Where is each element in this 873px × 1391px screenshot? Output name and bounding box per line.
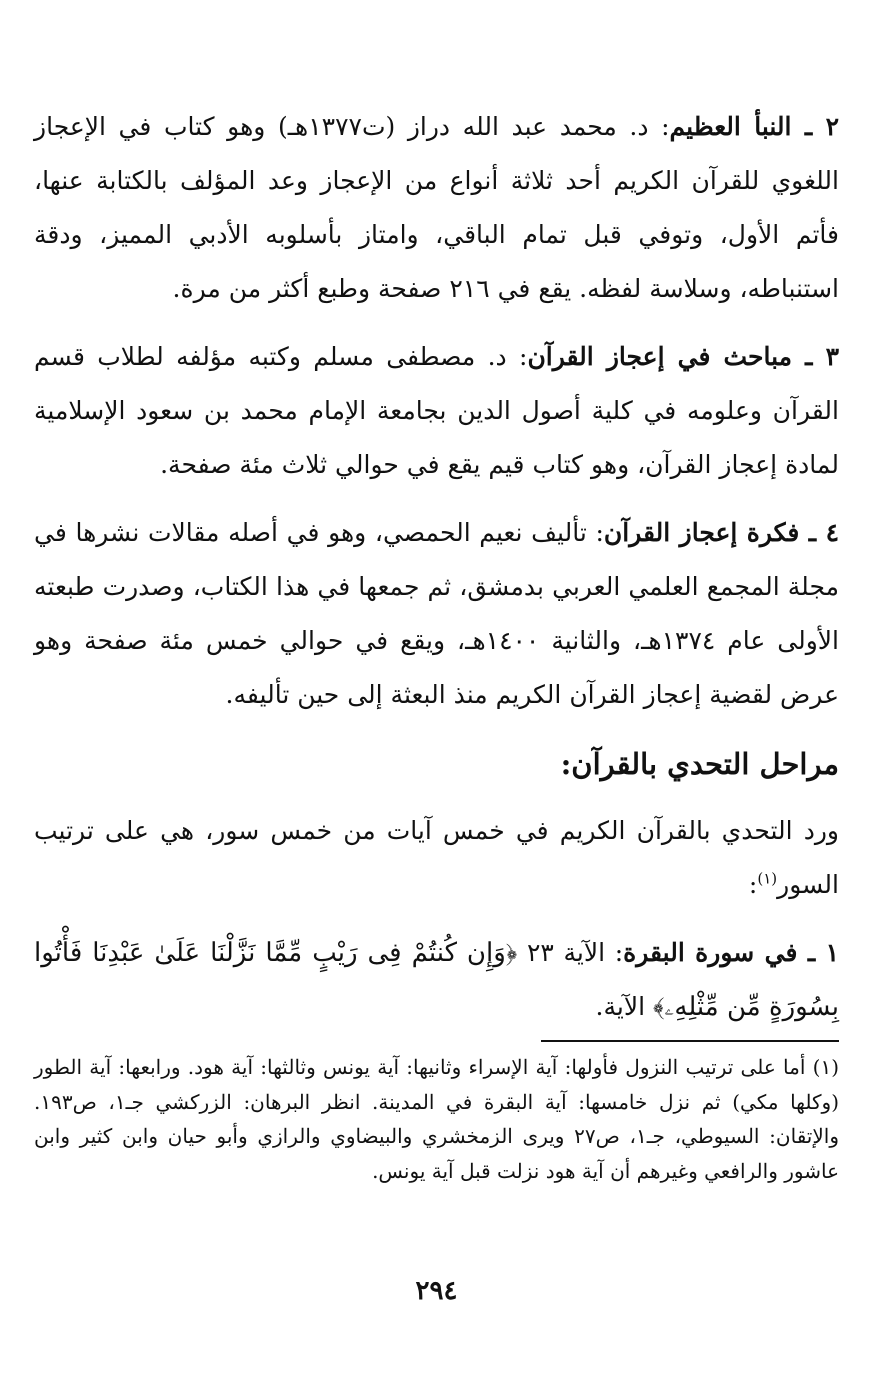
footnote [34, 1050, 839, 1188]
intro-end: : [748, 870, 758, 899]
footnote-text: (١) أما على ترتيب النزول فأولها: آية الإسراء وثانيها: آية يونس وثالثها: آية هود. ورابعها: آية الطور (وكلها مكي) ثم نزل خامسها: آية البقرة في المدينة. انظر البرهان: الزركشي جـ١، ص١٩٣. والإتقان: السيوطي، جـ١، ص٢٧ ويرى الزمخشري والبيضاوي والرازي وأبو حيان وابن كثير وابن عاشور والرافعي وغيرهم أن آية هود نزلت قبل آية يونس. [34, 1055, 839, 1183]
list-item-mabahith [34, 330, 839, 492]
item-body: : تأليف نعيم الحمصي، وهو في أصله مقالات نشرها في مجلة المجمع العلمي العربي بدمشق، ثم جمعها في هذا الكتاب، وصدرت طبعته الأولى عام ١٣٧٤هـ، والثانية ١٤٠٠هـ، ويقع في حوالي خمس مئة صفحة وهو عرض لقضية إعجاز القرآن الكريم منذ البعثة إلى حين تأليفه. [34, 518, 840, 709]
intro-paragraph [34, 804, 839, 912]
item-title: ٣ ـ مباحث في إعجاز القرآن [527, 342, 839, 371]
list-item-naba-azim [34, 100, 839, 316]
item-title: ٢ ـ النبأ العظيم [669, 112, 839, 141]
stage-mid: : الآية ٢٣ [526, 938, 624, 967]
footnote-ref[interactable]: (١) [757, 869, 778, 888]
stage-title: ١ ـ في سورة البقرة [623, 938, 839, 967]
list-item-fikrat-ijaz [34, 506, 839, 722]
quran-verse: ﴿وَإِن كُنتُمْ فِى رَيْبٍ مِّمَّا نَزَّلْنَا عَلَىٰ عَبْدِنَا فَأْتُوا بِسُورَةٍ مِّن مِّثْلِهِۦ﴾ [34, 938, 839, 1022]
intro-text: ورد التحدي بالقرآن الكريم في خمس آيات من خمس سور، هي على ترتيب السور [34, 816, 839, 899]
stage-item-baqara [34, 926, 839, 1034]
item-body: : د. محمد عبد الله دراز (ت١٣٧٧هـ) وهو كتاب في الإعجاز اللغوي للقرآن الكريم أحد ثلاثة أنواع من الإعجاز وعد المؤلف بالكتابة عنها، فأتم الأول، وتوفي قبل تمام الباقي، وامتاز بأسلوبه الأدبي المميز، ودقة استنباطه، وسلاسة لفظه. يقع في ٢١٦ صفحة وطبع أكثر من مرة. [34, 112, 839, 303]
footnote-divider [541, 1040, 839, 1042]
page-number: ٢٩٤ [415, 1276, 458, 1306]
main-text [34, 100, 839, 1048]
item-title: ٤ ـ فكرة إعجاز القرآن [603, 518, 839, 547]
item-body: : د. مصطفى مسلم وكتبه مؤلفه لطلاب قسم القرآن وعلومه في كلية أصول الدين بجامعة الإمام محمد بن سعود الإسلامية لمادة إعجاز القرآن، وهو كتاب قيم يقع في حوالي ثلاث مئة صفحة. [34, 342, 839, 479]
section-heading: مراحل التحدي بالقرآن: [560, 747, 839, 781]
stage-tail: الآية. [595, 992, 653, 1021]
